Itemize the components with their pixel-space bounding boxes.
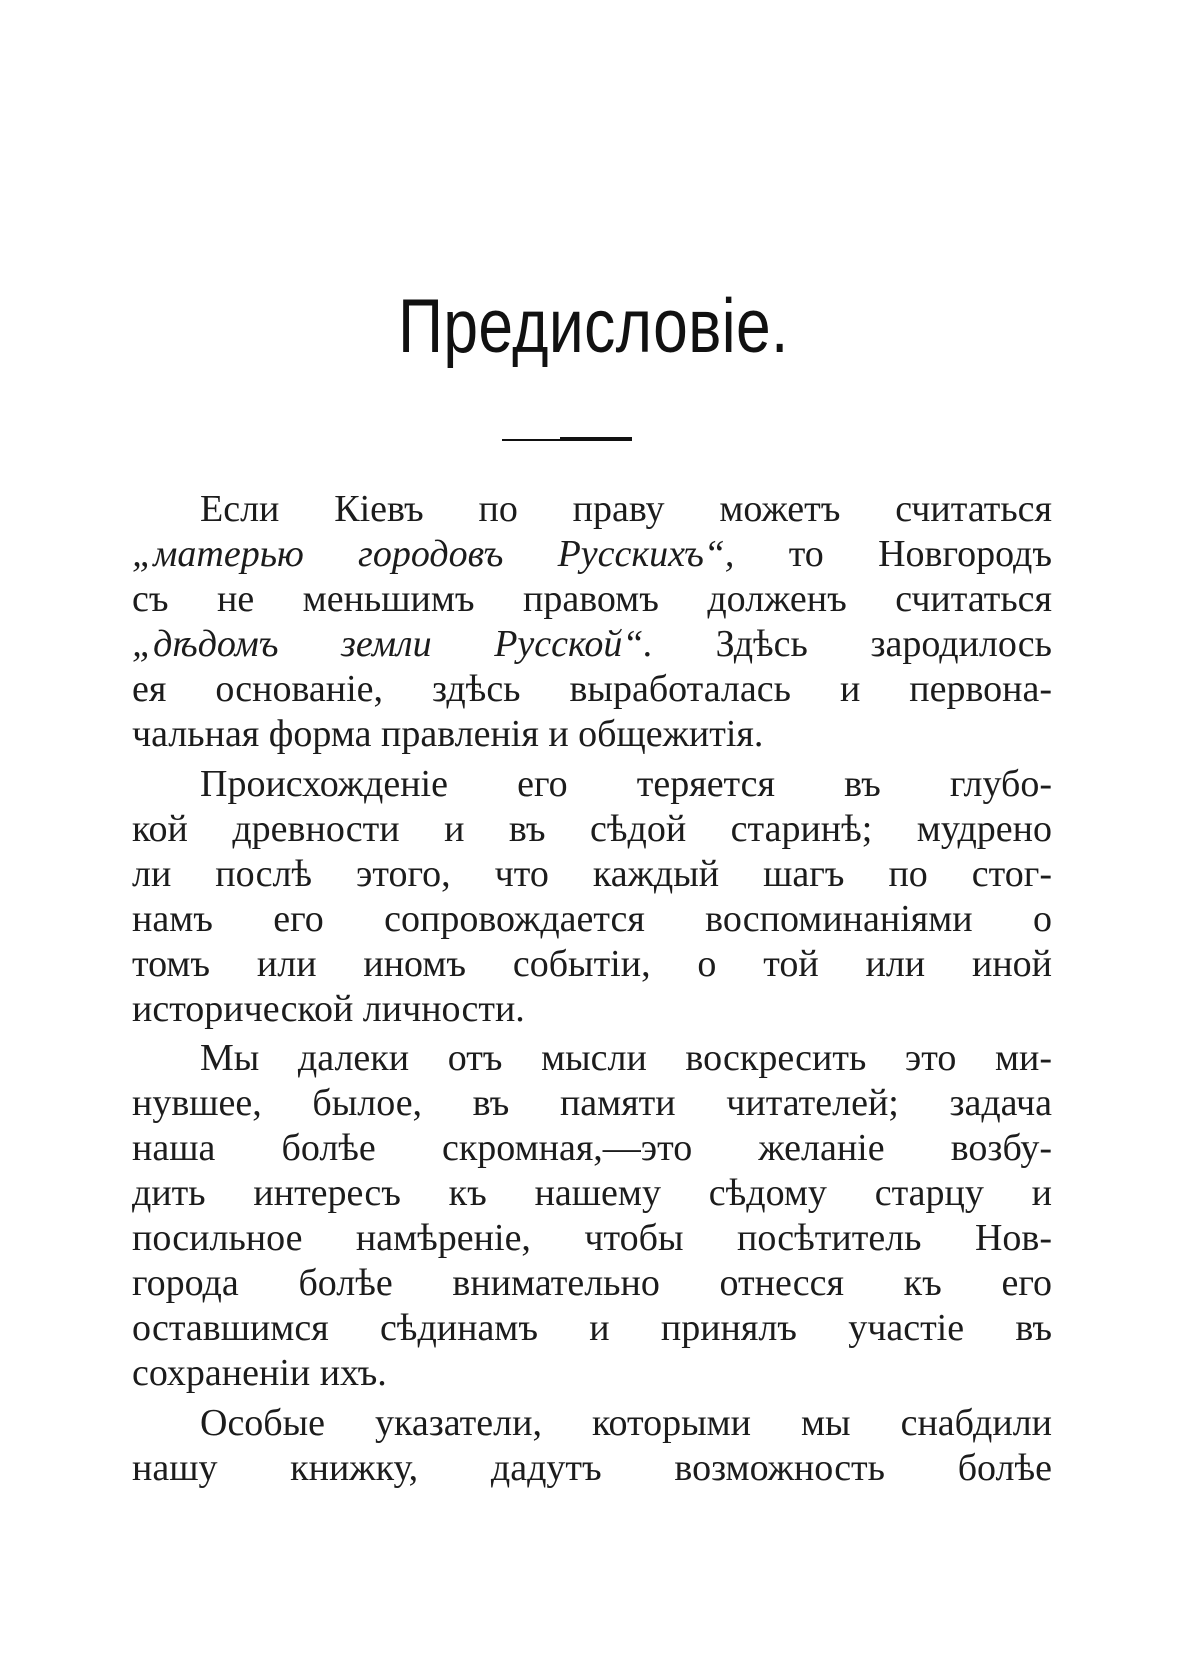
paragraph-2-line-6: исторической личности.	[132, 988, 525, 1030]
paragraph-3-line-4: дить интересъ къ нашему сѣдому старцу и	[132, 1172, 1052, 1214]
paragraph-3-line-5: посильное намѣреніе, чтобы посѣтитель Нов-	[132, 1217, 1052, 1259]
title-rule-thin	[502, 439, 560, 441]
italic-quote: „дѣдомъ земли Русской“.	[132, 623, 653, 665]
paragraph-1-line-5: ея основаніе, здѣсь выработалась и первона-	[132, 668, 1052, 710]
paragraph-4-line-2: нашу книжку, дадутъ возможность болѣе	[132, 1447, 1052, 1489]
paragraph-1-line-2: „матерью городовъ Русскихъ“, то Новгородъ	[132, 533, 1052, 575]
paragraph-1-line-6: чальная форма правленія и общежитія.	[132, 713, 764, 755]
paragraph-3-line-3: наша болѣе скромная,—это желаніе возбу-	[132, 1127, 1052, 1169]
paragraph-2-line-2: кой древности и въ сѣдой старинѣ; мудрено	[132, 808, 1052, 850]
paragraph-1-line-3: съ не меньшимъ правомъ долженъ считаться	[132, 578, 1052, 620]
paragraph-2-line-5: томъ или иномъ событіи, о той или иной	[132, 943, 1052, 985]
italic-quote: „матерью городовъ Русскихъ“,	[132, 533, 735, 575]
paragraph-3-line-2: нувшее, былое, въ памяти читателей; задача	[132, 1082, 1052, 1124]
page-title: Предисловіе.	[398, 284, 789, 369]
paragraph-2-line-4: намъ его сопровождается воспоминаніями о	[132, 898, 1052, 940]
paragraph-3-line-7: оставшимся сѣдинамъ и принялъ участіе въ	[132, 1307, 1052, 1349]
paragraph-2-line-3: ли послѣ этого, что каждый шагъ по стог-	[132, 853, 1052, 895]
paragraph-1-line-1: Если Кіевъ по праву можетъ считаться	[200, 488, 1052, 530]
paragraph-4-line-1: Особые указатели, которыми мы снабдили	[200, 1402, 1052, 1444]
paragraph-3-line-6: города болѣе внимательно отнесся къ его	[132, 1262, 1052, 1304]
title-rule-thick	[560, 437, 632, 441]
paragraph-1-line-4: „дѣдомъ земли Русской“. Здѣсь зародилось	[132, 623, 1053, 665]
paragraph-3-line-1: Мы далеки отъ мысли воскресить это ми-	[200, 1037, 1052, 1079]
paragraph-2-line-1: Происхожденіе его теряется въ глубо-	[200, 763, 1052, 805]
paragraph-3-line-8: сохраненіи ихъ.	[132, 1352, 387, 1394]
